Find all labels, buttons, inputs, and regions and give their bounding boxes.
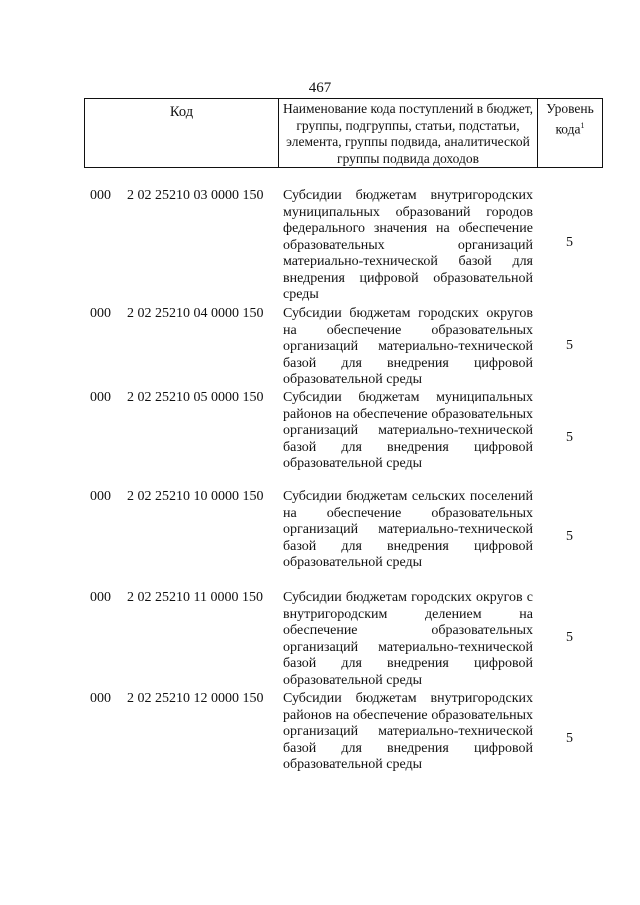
row-description: Субсидии бюджетам городских округов с внутригородским делением на обеспечение образовательных организаций материально-технической базой для внедрения цифровой образовательной среды xyxy=(283,590,533,688)
row-level: 5 xyxy=(566,338,573,353)
row-prefix: 000 xyxy=(90,390,111,405)
table-header xyxy=(84,98,603,168)
row-prefix: 000 xyxy=(90,691,111,706)
row-description: Субсидии бюджетам муниципальных районов на обеспечение образовательных организаций материально-технической базой для внедрения цифровой образовательной среды xyxy=(283,390,533,471)
row-level: 5 xyxy=(566,235,573,250)
row-description: Субсидии бюджетам внутригородских муниципальных образований городов федерального значения на обеспечение образовательных организаций материально-технической базой для внедрения цифровой образовательной среды xyxy=(283,188,533,302)
row-description: Субсидии бюджетам сельских поселений на обеспечение образовательных организаций материально-технической базой для внедрения цифровой образовательной среды xyxy=(283,489,533,570)
row-level: 5 xyxy=(566,529,573,544)
row-code: 2 02 25210 10 0000 150 xyxy=(127,489,264,504)
row-level: 5 xyxy=(566,630,573,645)
row-description: Субсидии бюджетам городских округов на обеспечение образовательных организаций материально-технической базой для внедрения цифровой образовательной среды xyxy=(283,306,533,387)
row-code: 2 02 25210 03 0000 150 xyxy=(127,188,264,203)
row-code: 2 02 25210 05 0000 150 xyxy=(127,390,264,405)
row-prefix: 000 xyxy=(90,306,111,321)
header-name: Наименование кода поступлений в бюджет, группы, подгруппы, статьи, подстатьи, элемента, группы подвида, аналитической группы подвида доходов xyxy=(279,99,538,167)
row-prefix: 000 xyxy=(90,489,111,504)
row-code: 2 02 25210 11 0000 150 xyxy=(127,590,263,605)
row-prefix: 000 xyxy=(90,590,111,605)
row-level: 5 xyxy=(566,430,573,445)
header-kod: Код xyxy=(85,99,279,167)
row-level: 5 xyxy=(566,731,573,746)
header-level xyxy=(538,99,602,167)
row-code: 2 02 25210 12 0000 150 xyxy=(127,691,264,706)
header-level-footnote: 1 xyxy=(580,120,585,130)
row-prefix: 000 xyxy=(90,188,111,203)
row-code: 2 02 25210 04 0000 150 xyxy=(127,306,264,321)
header-level-label: Уровень кода xyxy=(546,101,594,137)
page-number: 467 xyxy=(308,80,332,96)
row-description: Субсидии бюджетам внутригородских районов на обеспечение образовательных организаций материально-технической базой для внедрения цифровой образовательной среды xyxy=(283,691,533,772)
